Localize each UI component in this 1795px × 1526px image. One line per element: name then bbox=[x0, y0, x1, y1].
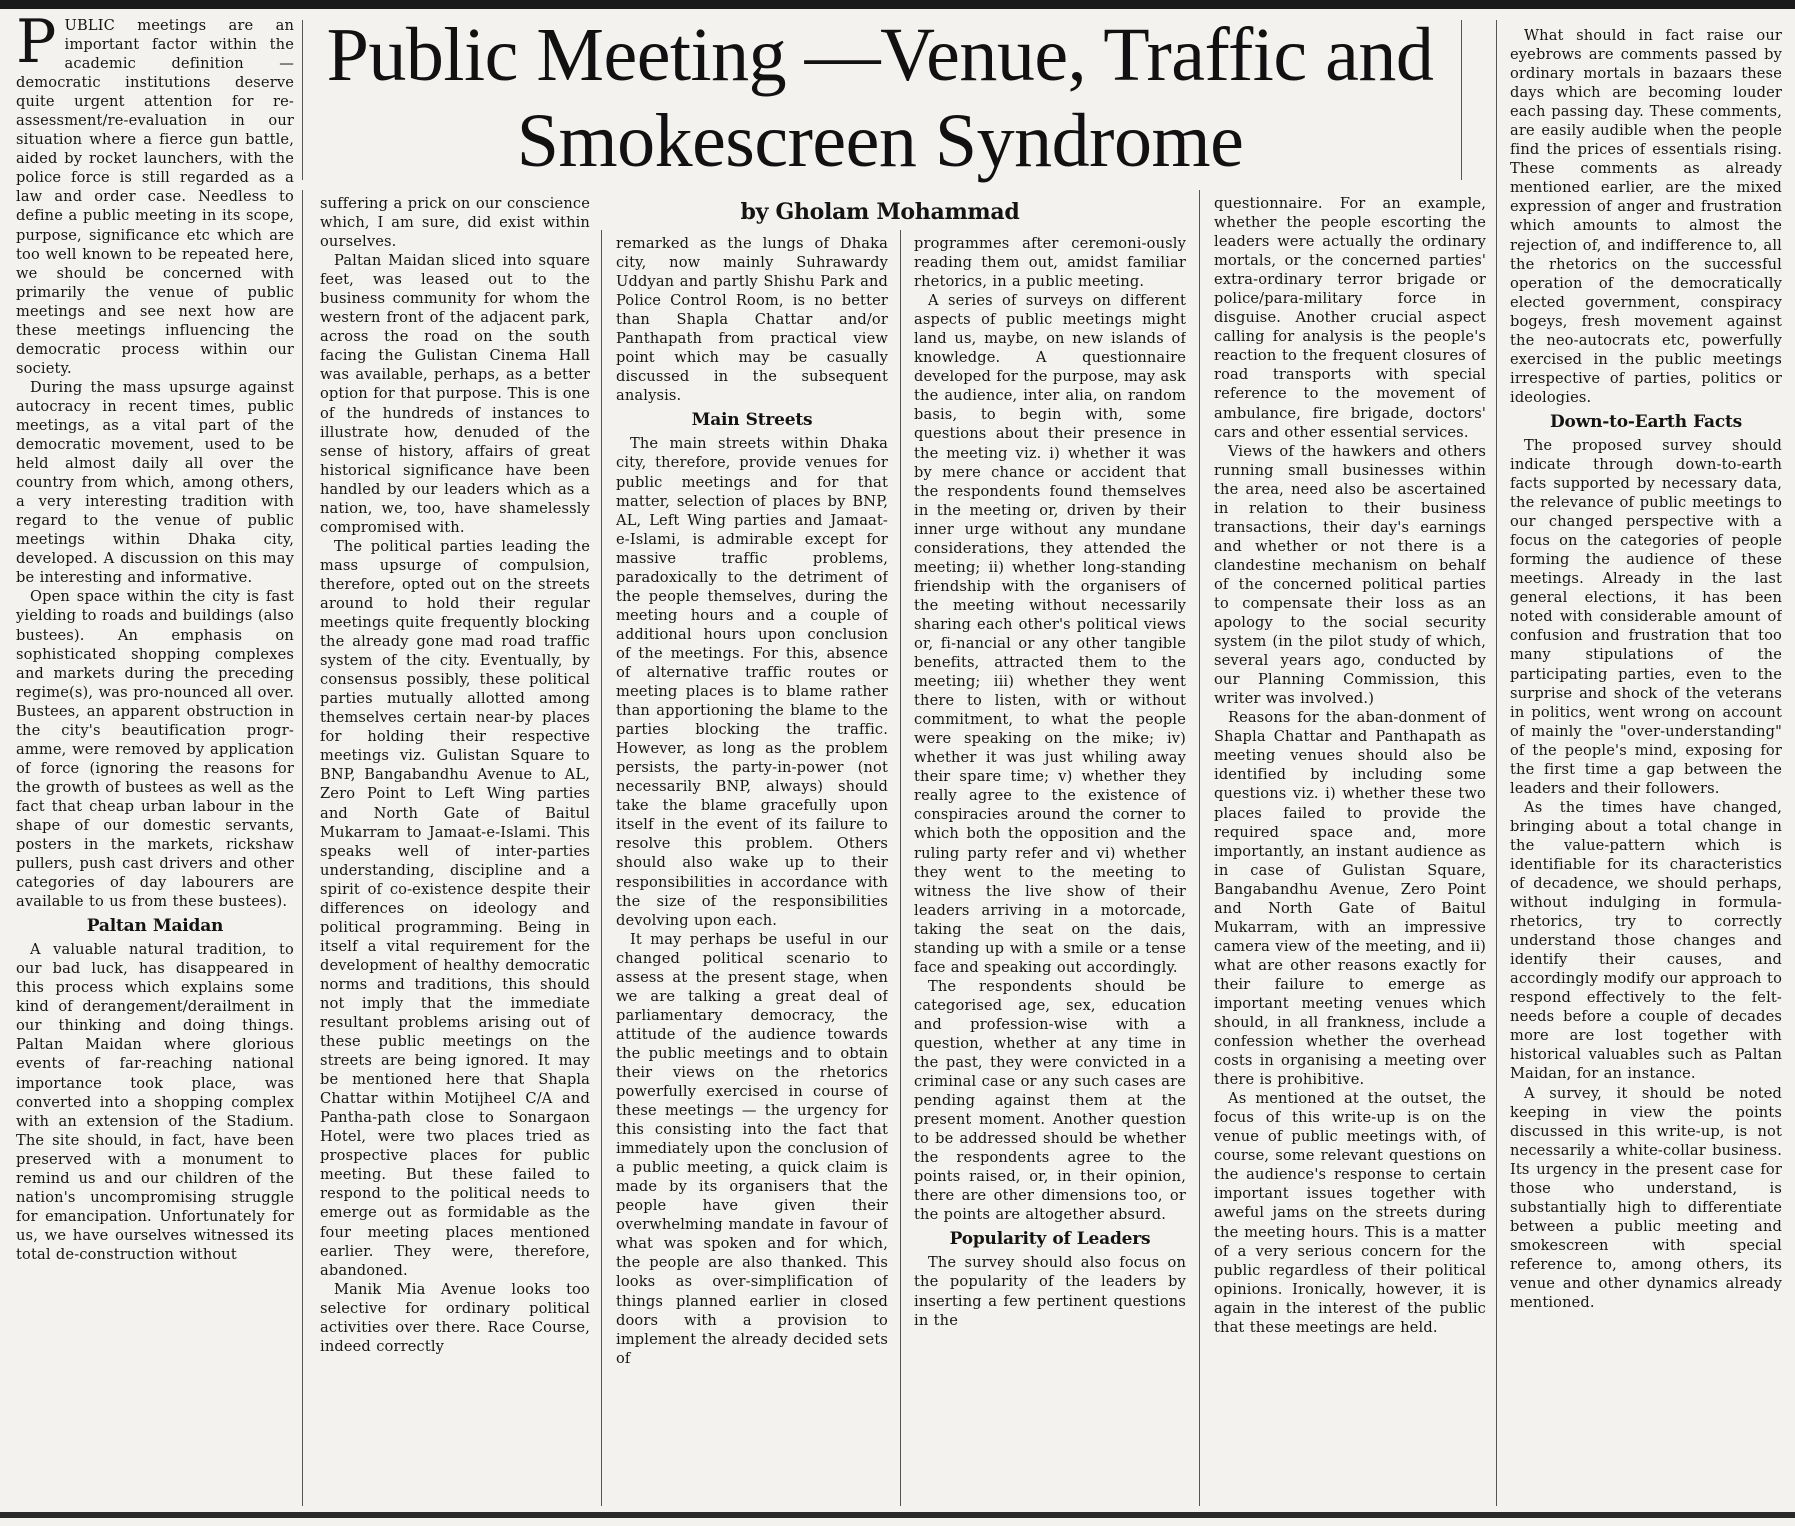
paragraph: The main streets within Dhaka city, therefore, provide venues for public meetings and for that matter, selection of places by BNP, AL, Left Wing parties and Jamaat-e-Islami, is admirable except for massive traffic problems, paradoxically to the detriment of the people themselves, during the meeting hours and a couple of additional hours upon conclusion of the meetings. For this, absence of alternative traffic routes or meeting places is to blame rather than apportioning the blame to the parties blocking the traffic. However, as long as the problem persists, the party-in-power (not necessarily BNP, always) should take the blame gracefully upon itself in the event of its failure to resolve this problem. Others should also wake up to their responsibilities in accordance with the size of the responsibilities devolving upon each. bbox=[616, 435, 888, 929]
column-rule bbox=[1199, 190, 1200, 1506]
paragraph: programmes after ceremoni-ously reading them out, amidst familiar rhetorics, in a public meeting. bbox=[914, 235, 1186, 291]
bottom-rule bbox=[0, 1512, 1795, 1518]
paragraph: As mentioned at the outset, the focus of this write-up is on the venue of public meetings with, of course, some relevant questions on the audience's response to certain important issues together with aweful jams on the streets during the meeting hours. This is a matter of a very serious concern for the public regardless of their political opinions. Ironically, however, it is again in the interest of the public that these meetings are held. bbox=[1214, 1090, 1486, 1336]
paragraph: A survey, it should be noted keeping in view the points discussed in this write-up, is not necessarily a white-collar business. Its urgency in the present case for those who understand, is substantially high to differentiate between a public meeting and smokescreen with special reference to, among others, its venue and other dynamics already mentioned. bbox=[1510, 1084, 1782, 1312]
paragraph: suffering a prick on our conscience which, I am sure, did exist within ourselves. bbox=[320, 195, 590, 251]
column-6 bbox=[1510, 26, 1782, 1508]
column-rule bbox=[1496, 20, 1497, 1506]
paragraph: What should in fact raise our eyebrows are comments passed by ordinary mortals in bazaars these days which are becoming louder each passing day. These comments, are easily audible when the people find the prices of essentials rising. These comments as already mentioned earlier, are the mixed expression of anger and frustration which amounts to almost the rejection of, and indifference to, all the rhetorics on the successful operation of the democratically elected government, conspiracy bogeys, fresh movement against the neo-autocrats etc, powerfully exercised in the public meetings irrespective of parties, politics or ideologies. bbox=[1510, 27, 1782, 406]
lead-text: UBLIC meetings are an important factor within the academic definition — democratic institutions deserve quite urgent attention for re-assessment/re-evaluation in our situation where a fierce gun battle, aided by rocket launchers, with the police force is still regarded as a law and order case. Needless to define a public meeting in its scope, purpose, significance etc which are too well known to be repeated here, we should be concerned with primarily the venue of public meetings and see next how are these meetings influencing the democratic process within our society. bbox=[16, 17, 294, 377]
column-rule bbox=[302, 190, 303, 1506]
paragraph: The survey should also focus on the popularity of the leaders by inserting a few pertinent questions in the bbox=[914, 1254, 1186, 1329]
paragraph: Reasons for the aban-donment of Shapla Chattar and Panthapath as meeting venues should also be identified by including some questions viz. i) whether these two places failed to provide the required space and, more importantly, an instant audience as in case of Gulistan Square, Bangabandhu Avenue, Zero Point and North Gate of Baitul Mukarram, with an impressive camera view of the meeting, and ii) what are other reasons exactly for their failure to emerge as important meeting venues which should, in all frankness, include a confession whether the overhead costs in organising a meeting over there is prohibitive. bbox=[1214, 709, 1486, 1089]
subheading-popularity-of-leaders: Popularity of Leaders bbox=[949, 1229, 1151, 1250]
column-5 bbox=[1214, 194, 1486, 1508]
subheading-paltan-maidan: Paltan Maidan bbox=[86, 916, 224, 937]
lead-paragraph bbox=[16, 16, 294, 378]
paragraph: It may perhaps be useful in our changed political scenario to assess at the present stage, when we are talking a great deal of parliamentary democracy, the attitude of the audience towards the public meetings and to obtain their views on the rhetorics powerfully exercised in course of these meetings — the urgency for this consisting into the fact that immediately upon the conclusion of a public meeting, a quick claim is made by its organisers that the people have given their overwhelming mandate in favour of what was spoken and for which, the people are also thanked. This looks as over-simplification of things planned earlier in closed doors with a provision to implement the already decided sets of bbox=[616, 930, 888, 1367]
column-2 bbox=[320, 194, 590, 1508]
paragraph: A series of surveys on different aspects of public meetings might land us, maybe, on new islands of knowledge. A questionnaire developed for the purpose, may ask the audience, inter alia, on random basis, to begin with, some questions about their presence in the meeting viz. i) whether it was by mere chance or accident that the respondents found themselves in the meeting or, driven by their inner urge without any mundane considerations, they attended the meeting; ii) whether long-standing friendship with the organisers of the meeting without necessarily sharing each other's political views or, fi-nancial or any other tangible benefits, attracted them to the meeting; iii) whether they went there to listen, with or without commitment, to what the people were speaking on the mike; iv) whether it was just whiling away their spare time; v) whether they really agree to the existence of conspiracies around the corner to which both the opposition and the ruling party refer and vi) whether they went to the meeting to witness the live show of their leaders arriving in a motorcade, taking the seat on the dais, standing up with a smile or a tense face and speaking out accordingly. bbox=[914, 292, 1186, 976]
column-rule bbox=[1461, 20, 1462, 180]
paragraph: remarked as the lungs of Dhaka city, now mainly Suhrawardy Uddyan and partly Shishu Park and Police Control Room, is no better than Shapla Chattar and/or Panthapath from practical view point which may be casually discussed in the subsequent analysis. bbox=[616, 235, 888, 405]
byline: by Gholam Mohammad bbox=[740, 199, 1020, 225]
column-rule bbox=[900, 230, 901, 1506]
headline: Public Meeting —Venue, Traffic and Smokescreen Syndrome bbox=[326, 13, 1434, 183]
column-4 bbox=[914, 234, 1186, 1508]
subheading-down-to-earth-facts: Down-to-Earth Facts bbox=[1549, 411, 1743, 432]
column-3 bbox=[616, 234, 888, 1508]
paragraph: During the mass upsurge against autocracy in recent times, public meetings, as a vital part of the democratic movement, used to be held almost daily all over the country from which, among others, a very interesting tradition with regard to the venue of public meetings within Dhaka city, developed. A discussion on this may be interesting and informative. bbox=[16, 378, 294, 587]
paragraph: The proposed survey should indicate through down-to-earth facts supported by necessary data, the relevance of public meetings to our changed perspective with a focus on the categories of people forming the audience of these meetings. Already in the last general elections, it has been noted with considerable amount of confusion and frustration that too many stipulations of the participating parties, even to the surprise and shock of the veterans in politics, went wrong on account of mainly the "over-understanding" of the people's mind, exposing for the first time a gap between the leaders and their followers. bbox=[1510, 436, 1782, 797]
paragraph: Open space within the city is fast yielding to roads and buildings (also bustees). An emphasis on sophisticated shopping complexes and markets during the preceding regime(s), was pro-nounced all over. Bustees, an apparent obstruction in the city's beautification progr-amme, were removed by application of force (ignoring the reasons for the growth of bustees as well as the fact that cheap urban labour in the shape of our domestic servants, posters in the markets, rickshaw pullers, push cast drivers and other categories of day labourers are available to us from these bustees). bbox=[16, 588, 294, 911]
top-rule bbox=[0, 0, 1795, 9]
paragraph: A valuable natural tradition, to our bad luck, has disappeared in this process which explains some kind of derangement/derailment in our thinking and doing things. Paltan Maidan where glorious events of far-reaching national importance took place, was converted into a shopping complex with an extension of the Stadium. The site should, in fact, have been preserved with a monument to remind us and our children of the nation's uncompromising struggle for emancipation. Unfortunately for us, we have ourselves witnessed its total de-construction without bbox=[16, 941, 294, 1263]
paragraph: As the times have changed, bringing about a total change in the value-pattern which is identifiable for its characteristics of decadence, we should perhaps, without indulging in formula-rhetorics, try to correctly understand those changes and identify their causes, and accordingly modify our approach to respond effectively to the felt-needs before a couple of decades more are lost together with historical valuables such as Paltan Maidan, for an instance. bbox=[1510, 798, 1782, 1083]
column-1 bbox=[16, 16, 294, 1508]
paragraph: Views of the hawkers and others running small businesses within the area, need also be ascertained in relation to their business transactions, their day's earnings and whether or not there is a clandestine mechanism on behalf of the concerned political parties to compensate their loss as an apology to the social security system (in the pilot study of which, several years ago, conducted by our Planning Commission, this writer was involved.) bbox=[1214, 442, 1486, 708]
drop-cap: P bbox=[16, 16, 57, 77]
column-rule bbox=[302, 20, 303, 180]
subheading-main-streets: Main Streets bbox=[691, 410, 813, 431]
paragraph: Paltan Maidan sliced into square feet, was leased out to the business community for whom the western front of the adjacent park, across the road on the south facing the Gulistan Cinema Hall was available, perhaps, as a better option for that purpose. This is one of the hundreds of instances to illustrate how, denuded of the sense of history, affairs of great historical significance have been handled by our leaders which as a nation, we, too, have shamelessly compromised with. bbox=[320, 252, 590, 536]
paragraph: The political parties leading the mass upsurge of compulsion, therefore, opted out on the streets around to hold their regular meetings quite frequently blocking the already gone mad road traffic system of the city. Eventually, by consensus possibly, these political parties mutually allotted among themselves certain near-by places for holding their respective meetings viz. Gulistan Square to BNP, Bangabandhu Avenue to AL, Zero Point to Left Wing parties and North Gate of Baitul Mukarram to Jamaat-e-Islami. This speaks well of inter-parties understanding, discipline and a spirit of co-existence despite their differences on ideology and political programming. Being in itself a vital requirement for the development of healthy democratic norms and traditions, this should not imply that the immediate resultant problems arising out of these public meetings on the streets are being ignored. It may be mentioned here that Shapla Chattar within Motijheel C/A and Pantha-path close to Sonargaon Hotel, were two places tried as prospective places for public meeting. But these failed to respond to the political needs to emerge out as formidable as the four meeting places mentioned earlier. They were, therefore, abandoned. bbox=[320, 537, 590, 1279]
paragraph: The respondents should be categorised age, sex, education and profession-wise with a question, whether at any time in the past, they were convicted in a criminal case or any such cases are pending against them at the present moment. Another question to be addressed should be whether the respondents agree to the points raised, or, in their opinion, there are other dimensions too, or the points are altogether absurd. bbox=[914, 977, 1186, 1224]
paragraph: Manik Mia Avenue looks too selective for ordinary political activities over there. Race Course, indeed correctly bbox=[320, 1280, 590, 1355]
column-rule bbox=[601, 230, 602, 1506]
paragraph: questionnaire. For an example, whether the people escorting the leaders were actually the ordinary mortals, or the concerned parties' extra-ordinary terror brigade or police/para-military force in disguise. Another crucial aspect calling for analysis is the people's reaction to the frequent closures of road transports with special reference to the movement of ambulance, fire brigade, doctors' cars and other essential services. bbox=[1214, 195, 1486, 441]
